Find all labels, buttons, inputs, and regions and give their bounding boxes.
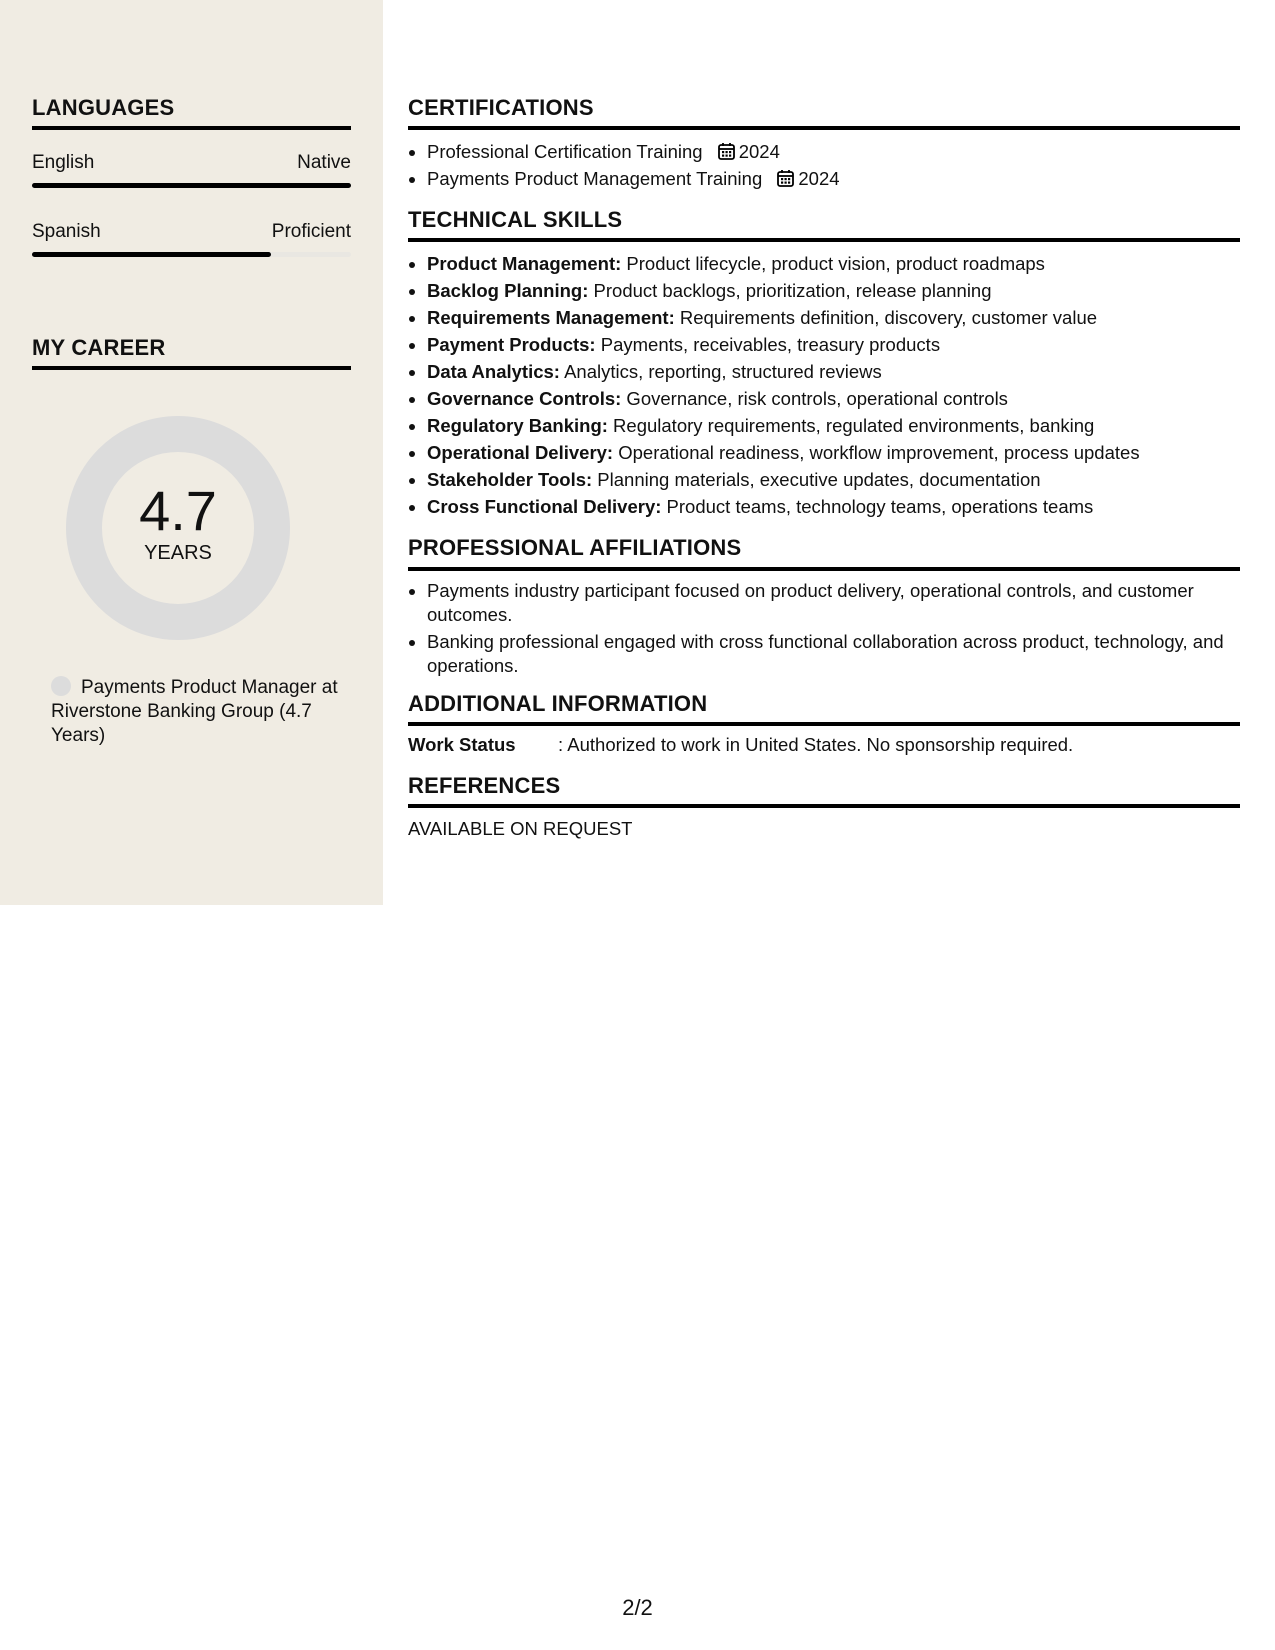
certifications-list	[408, 138, 1240, 192]
technical-skills-title: TECHNICAL SKILLS	[408, 208, 1240, 242]
main-content	[408, 0, 1240, 840]
skill-label: Backlog Planning:	[427, 280, 589, 302]
career-legend-text: Payments Product Manager at Riverstone Banking Group (4.7 Years)	[51, 677, 338, 746]
additional-info-title: ADDITIONAL INFORMATION	[408, 692, 1240, 726]
legend-dot-icon	[51, 676, 71, 696]
language-level-fill	[32, 183, 351, 188]
list-item	[427, 466, 1240, 493]
career-donut	[66, 416, 290, 640]
career-donut-center	[66, 416, 290, 640]
list-item	[427, 412, 1240, 439]
skill-label: Governance Controls:	[427, 388, 622, 410]
language-level: Native	[297, 152, 351, 173]
skill-text: Governance, risk controls, operational controls	[621, 388, 1008, 410]
skill-label: Requirements Management:	[427, 307, 675, 329]
language-name: English	[32, 152, 95, 173]
skill-text: Product lifecycle, product vision, product roadmaps	[621, 253, 1045, 275]
list-item: • Banking professional engaged with cross functional collaboration across product, technology, and operations.	[427, 630, 1240, 678]
skill-label: Operational Delivery:	[427, 442, 614, 464]
language-name: Spanish	[32, 221, 101, 242]
certification-year: 2024	[798, 168, 840, 190]
page-number: 2/2	[622, 1595, 653, 1620]
skill-label: Product Management:	[427, 253, 622, 275]
list-item	[427, 277, 1240, 304]
list-item: • Payments industry participant focused on product delivery, operational controls, and customer outcomes.	[427, 579, 1240, 627]
skill-text: Regulatory requirements, regulated environments, banking	[607, 415, 1095, 437]
skill-text: Payments, receivables, treasury products	[595, 334, 941, 356]
language-level-fill	[32, 252, 271, 257]
language-level-bar	[32, 183, 351, 188]
certifications-title: CERTIFICATIONS	[408, 96, 1240, 130]
skill-label: Data Analytics:	[427, 361, 560, 383]
language-spanish	[32, 221, 351, 257]
calendar-icon	[777, 169, 794, 187]
list-item	[427, 358, 1240, 385]
career-legend-item	[51, 676, 341, 748]
career-years-unit: YEARS	[144, 542, 212, 564]
languages-title: LANGUAGES	[32, 96, 351, 130]
work-status-value: : Authorized to work in United States. No sponsorship required.	[558, 733, 1074, 755]
technical-skills-list	[408, 250, 1240, 520]
list-item	[427, 304, 1240, 331]
list-item	[427, 165, 1240, 192]
list-item	[427, 493, 1240, 520]
skill-label: Payment Products:	[427, 334, 596, 356]
list-item	[427, 439, 1240, 466]
certification-name: Professional Certification Training	[427, 141, 703, 163]
affiliations-list	[408, 579, 1240, 678]
language-english	[32, 152, 351, 188]
list-item	[427, 331, 1240, 358]
skill-label: Cross Functional Delivery:	[427, 496, 662, 518]
skill-label: Stakeholder Tools:	[427, 469, 593, 491]
skill-text: Planning materials, executive updates, documentation	[592, 469, 1041, 491]
language-level: Proficient	[271, 221, 351, 242]
calendar-icon	[718, 142, 735, 160]
skill-text: Operational readiness, workflow improvement, process updates	[613, 442, 1140, 464]
certification-name: Payments Product Management Training	[427, 168, 763, 190]
references-text: AVAILABLE ON REQUEST	[408, 817, 633, 839]
affiliations-title: PROFESSIONAL AFFILIATIONS	[408, 536, 1240, 570]
list-item	[427, 138, 1240, 165]
work-status-row	[408, 734, 1240, 756]
list-item	[427, 385, 1240, 412]
career-years-value: 4.7	[139, 479, 217, 542]
work-status-label: Work Status	[408, 733, 516, 755]
references-title: REFERENCES	[408, 774, 1240, 808]
skill-label: Regulatory Banking:	[427, 415, 608, 437]
career-title: MY CAREER	[32, 336, 351, 370]
certification-year: 2024	[738, 141, 780, 163]
sidebar	[0, 0, 383, 905]
language-level-bar	[32, 252, 351, 257]
skill-text: Requirements definition, discovery, customer value	[674, 307, 1098, 329]
skill-text: Product teams, technology teams, operations teams	[661, 496, 1094, 518]
skill-text: Analytics, reporting, structured reviews	[559, 361, 882, 383]
list-item	[427, 250, 1240, 277]
skill-text: Product backlogs, prioritization, release planning	[588, 280, 992, 302]
